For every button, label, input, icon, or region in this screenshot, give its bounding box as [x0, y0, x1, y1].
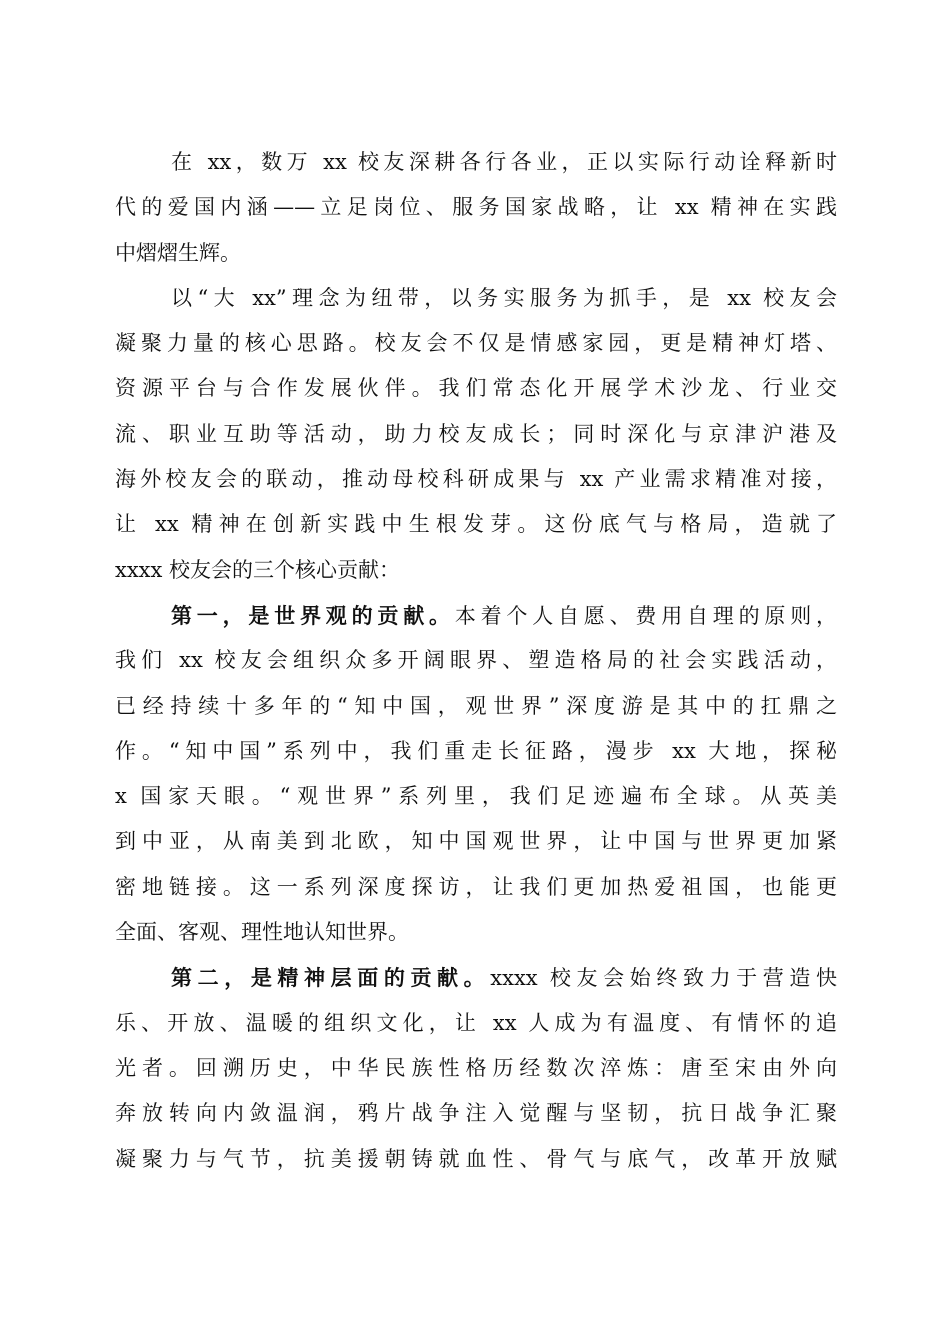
paragraph-3-line-8: 全面、客观、理性地认知世界。	[115, 920, 409, 945]
document-body	[115, 140, 837, 1182]
paragraph-1-line-1: 在 xx，数万 xx 校友深耕各行各业，正以实际行动诠释新时	[171, 150, 837, 174]
paragraph-4-line-2: 乐、开放、温暖的组织文化，让 xx 人成为有温度、有情怀的追	[115, 1010, 837, 1035]
paragraph-3-line-1	[115, 593, 837, 638]
paragraph-3-heading: 第一，是世界观的贡献。	[171, 602, 455, 628]
paragraph-4-line-1	[115, 955, 837, 1000]
paragraph-2-line-3: 资源平台与合作发展伙伴。我们常态化开展学术沙龙、行业交	[115, 376, 837, 401]
paragraph-1-line-2: 代的爱国内涵——立足岗位、服务国家战略，让 xx 精神在实践	[115, 195, 837, 220]
paragraph-4-lead-text: xxxx 校友会始终致力于营造快	[490, 966, 837, 991]
paragraph-3-line-3: 已经持续十多年的“知中国，观世界”深度游是其中的扛鼎之	[115, 693, 837, 718]
paragraph-2-line-1: 以“大 xx”理念为纽带，以务实服务为抓手，是 xx 校友会	[171, 285, 837, 310]
paragraph-2-line-2: 凝聚力量的核心思路。校友会不仅是情感家园，更是精神灯塔、	[115, 331, 837, 356]
paragraph-2-line-6: 让 xx 精神在创新实践中生根发芽。这份底气与格局，造就了	[115, 512, 837, 537]
paragraph-2-line-5: 海外校友会的联动，推动母校科研成果与 xx 产业需求精准对接，	[115, 467, 837, 492]
paragraph-4-line-3: 光者。回溯历史，中华民族性格历经数次淬炼：唐至宋由外向	[115, 1055, 837, 1080]
paragraph-3-line-6: 到中亚，从南美到北欧，知中国观世界，让中国与世界更加紧	[115, 829, 837, 854]
paragraph-4-line-5: 凝聚力与气节，抗美援朝铸就血性、骨气与底气，改革开放赋	[115, 1146, 837, 1171]
paragraph-3-line-7: 密地链接。这一系列深度探访，让我们更加热爱祖国，也能更	[115, 874, 837, 899]
paragraph-4-heading: 第二，是精神层面的贡献。	[171, 965, 491, 991]
paragraph-2-line-4: 流、职业互助等活动，助力校友成长；同时深化与京津沪港及	[115, 421, 837, 446]
paragraph-2-line-7: xxxx 校友会的三个核心贡献：	[115, 557, 401, 582]
paragraph-3-line-2: 我们 xx 校友会组织众多开阔眼界、塑造格局的社会实践活动，	[115, 648, 837, 673]
paragraph-4-line-4: 奔放转向内敛温润，鸦片战争注入觉醒与坚韧，抗日战争汇聚	[115, 1101, 837, 1126]
paragraph-1-line-3: 中熠熠生辉。	[115, 240, 241, 265]
paragraph-3-lead-text: 本着个人自愿、费用自理的原则，	[454, 603, 838, 628]
paragraph-3-line-5: x 国家天眼。“观世界”系列里，我们足迹遍布全球。从英美	[115, 784, 837, 809]
paragraph-3-line-4: 作。“知中国”系列中，我们重走长征路，漫步 xx 大地，探秘	[115, 738, 837, 763]
